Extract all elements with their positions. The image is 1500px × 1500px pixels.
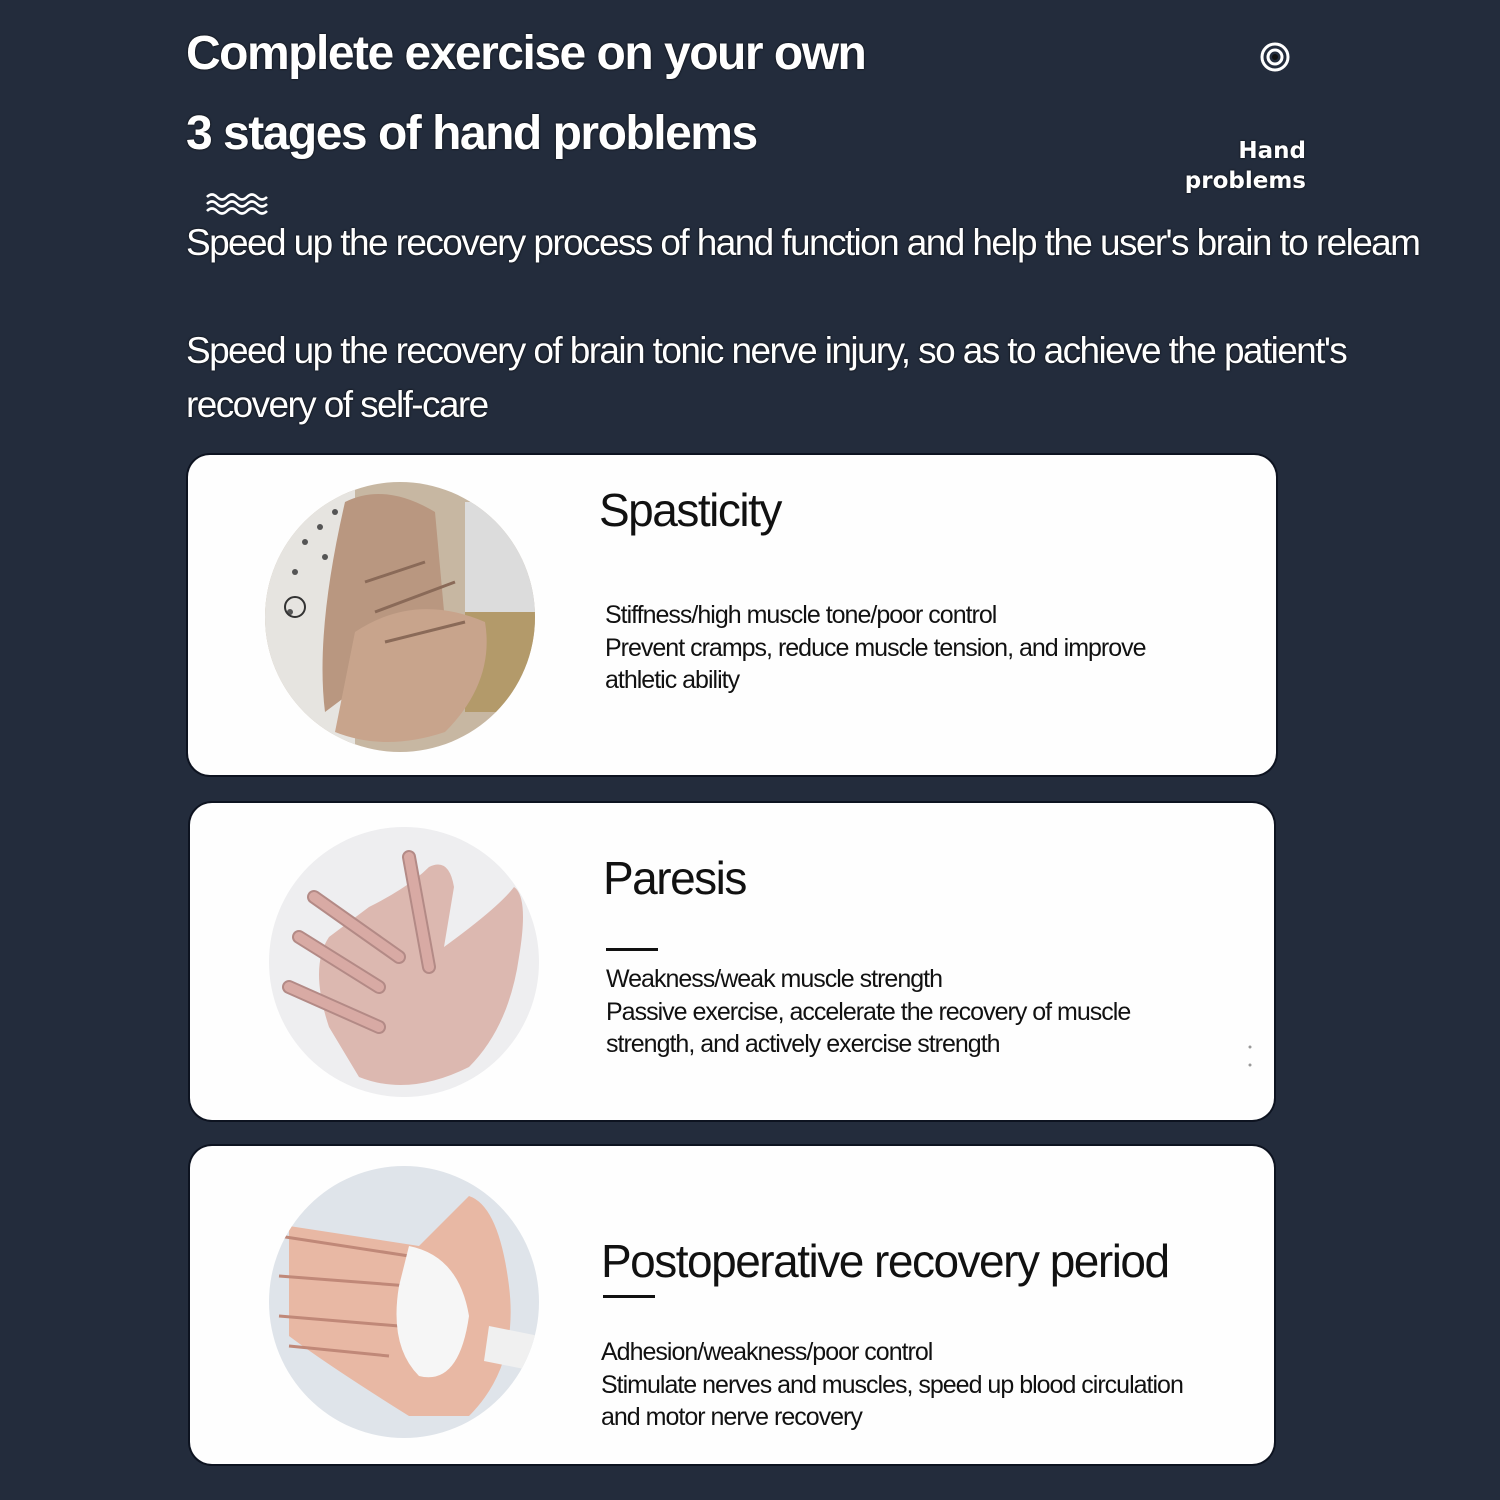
target-icon bbox=[1259, 41, 1291, 73]
stage-card-spasticity bbox=[188, 455, 1276, 775]
bandaged-hand-photo bbox=[269, 1166, 539, 1438]
symptom-line: Weakness/weak muscle strength bbox=[606, 965, 942, 993]
benefit-line: and motor nerve recovery bbox=[601, 1403, 862, 1431]
hands-fingers-stretch-photo bbox=[269, 827, 539, 1097]
wave-icon bbox=[205, 192, 269, 216]
card-title: Spasticity bbox=[599, 484, 781, 536]
intro-paragraph-1: Speed up the recovery process of hand function and help the user's brain to releam bbox=[186, 222, 1420, 263]
hands-clasped-photo bbox=[265, 482, 535, 752]
benefit-line: strength, and actively exercise strength bbox=[606, 1030, 1000, 1058]
card-description bbox=[606, 963, 1266, 1061]
benefit-line: Passive exercise, accelerate the recovery of muscle bbox=[606, 997, 1131, 1026]
card-description bbox=[601, 1336, 1261, 1434]
title-underline bbox=[606, 948, 658, 951]
stage-card-postoperative bbox=[190, 1146, 1274, 1464]
benefit-line: Stimulate nerves and muscles, speed up blood circulation bbox=[601, 1370, 1183, 1399]
card-title: Paresis bbox=[603, 852, 746, 904]
stage-card-paresis bbox=[190, 803, 1274, 1120]
benefit-line: athletic ability bbox=[605, 666, 740, 694]
page-subtitle: 3 stages of hand problems bbox=[186, 107, 757, 160]
symptom-line: Stiffness/high muscle tone/poor control bbox=[605, 601, 997, 629]
symptom-line: Adhesion/weakness/poor control bbox=[601, 1338, 933, 1366]
card-title: Postoperative recovery period bbox=[601, 1235, 1169, 1287]
page-title: Complete exercise on your own bbox=[186, 27, 866, 80]
title-underline bbox=[603, 1295, 655, 1298]
benefit-line: Prevent cramps, reduce muscle tension, and improve bbox=[605, 633, 1146, 662]
card-description bbox=[605, 599, 1265, 697]
intro-paragraph-2: Speed up the recovery of brain tonic nerve injury, so as to achieve the patient's recovery of self-care bbox=[186, 330, 1347, 425]
decorative-dots bbox=[1248, 1043, 1252, 1073]
side-label: Hand problems bbox=[1184, 138, 1306, 194]
